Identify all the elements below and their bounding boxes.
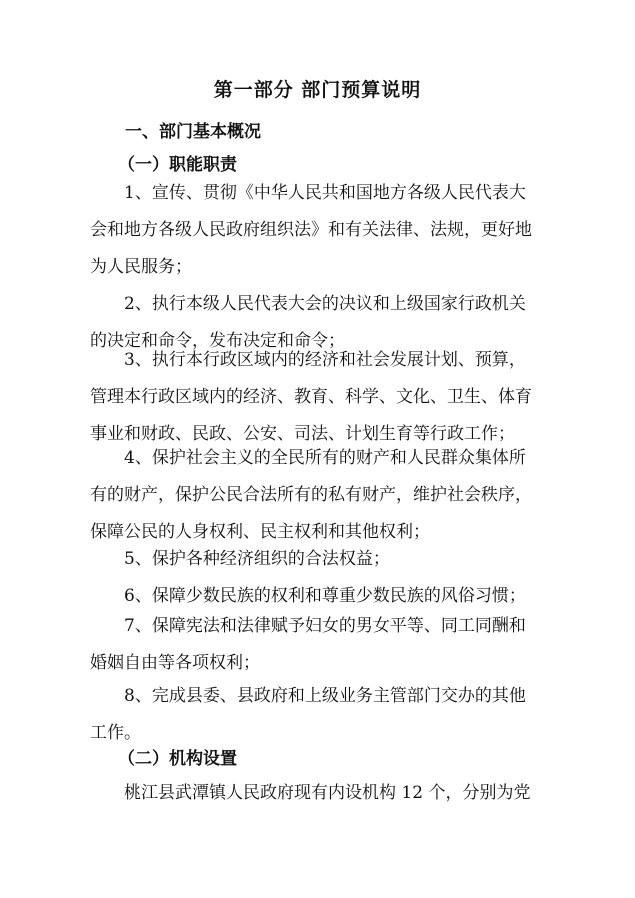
organization-line-1: 桃江县武潭镇人民政府现有内设机构 12 个，分别为党 (124, 783, 531, 803)
duty-item-3-line-2: 管理本行政区域内的经济、教育、科学、文化、卫生、体育 (90, 387, 532, 407)
duty-item-1-line-3: 为人民服务； (90, 257, 192, 277)
duty-item-4-line-3: 保障公民的人身权利、民主权利和其他权利； (90, 522, 430, 542)
duty-item-5 (90, 541, 546, 578)
duty-item-3-line-1: 3、执行本行政区域内的经济和社会发展计划、预算， (124, 350, 526, 370)
duty-item-4-line-2: 有的财产，保护公民合法所有的私有财产，维护社会秩序， (90, 485, 532, 505)
duty-item-7-line-1: 7、保障宪法和法律赋予妇女的男女平等、同工同酬和 (124, 616, 526, 636)
duty-item-1-line-2: 会和地方各级人民政府组织法》和有关法律、法规，更好地 (90, 220, 532, 240)
duty-item-3-line-3: 事业和财政、民政、公安、司法、计划生育等行政工作； (90, 424, 515, 444)
duty-item-7 (90, 608, 546, 682)
duty-item-6-line-1: 6、保障少数民族的权利和尊重少数民族的风俗习惯； (124, 586, 526, 606)
page-title: 第一部分 部门预算说明 (213, 79, 422, 101)
duty-item-8 (90, 678, 546, 752)
organization-paragraph (90, 775, 546, 812)
duty-item-2-line-2: 的决定和命令，发布决定和命令； (90, 331, 345, 351)
duty-item-7-line-2: 婚姻自由等各项权利； (90, 653, 260, 673)
subsection-heading-functions: （一）职能职责 (118, 155, 237, 175)
duty-item-3 (90, 342, 546, 453)
section-heading-overview: 一、部门基本概况 (125, 122, 261, 142)
duty-item-2-line-1: 2、执行本级人民代表大会的决议和上级国家行政机关 (124, 294, 526, 314)
duty-item-4 (90, 440, 546, 551)
duty-item-4-line-1: 4、保护社会主义的全民所有的财产和人民群众集体所 (124, 448, 526, 468)
duty-item-8-line-1: 8、完成县委、县政府和上级业务主管部门交办的其他 (124, 686, 526, 706)
subsection-heading-organization: （二）机构设置 (118, 749, 237, 769)
duty-item-1-line-1: 1、宣传、贯彻《中华人民共和国地方各级人民代表大 (124, 183, 526, 203)
duty-item-8-line-2: 工作。 (90, 723, 141, 743)
duty-item-1 (90, 175, 546, 286)
duty-item-5-line-1: 5、保护各种经济组织的合法权益； (124, 549, 390, 569)
